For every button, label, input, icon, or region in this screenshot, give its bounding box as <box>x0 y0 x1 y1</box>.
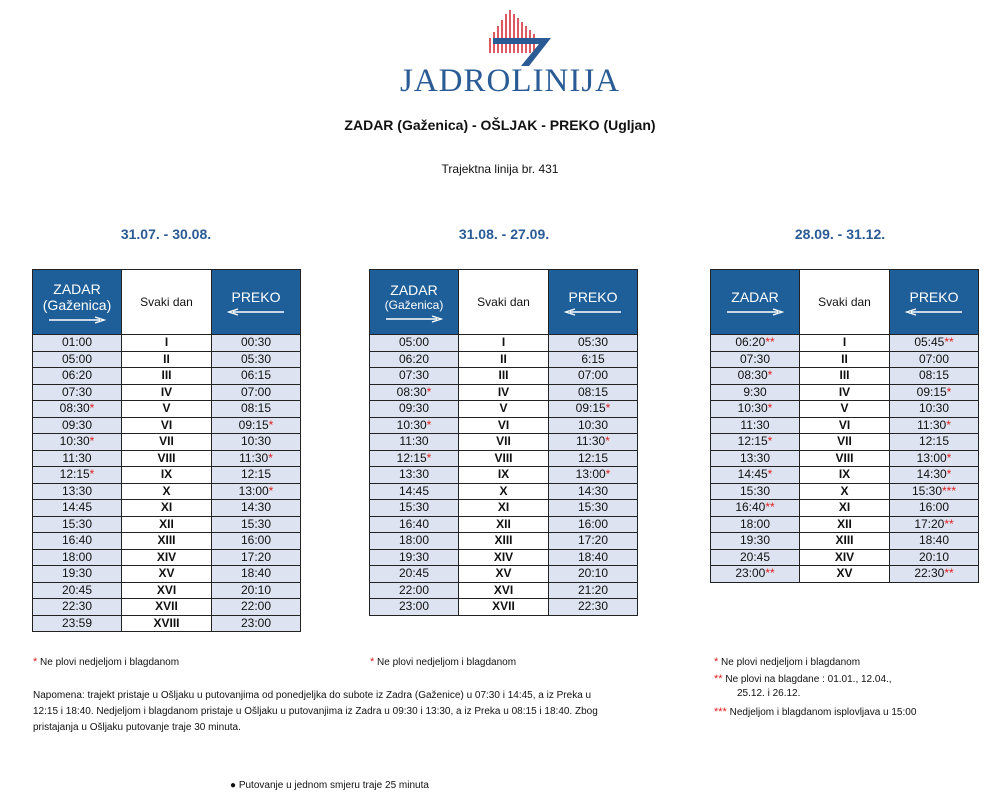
trip-number: XII <box>459 516 549 533</box>
arrow-right-icon <box>726 308 784 316</box>
preko-departure: 22:30** <box>890 566 979 583</box>
zadar-departure: 9:30 <box>711 384 800 401</box>
trip-number: VI <box>122 417 212 434</box>
zadar-departure: 14:45 <box>370 483 459 500</box>
header-svaki-dan: Svaki dan <box>122 270 212 335</box>
trip-number: III <box>800 368 890 385</box>
zadar-departure: 01:00 <box>33 335 122 352</box>
table-row <box>711 351 979 368</box>
zadar-departure: 08:30* <box>33 401 122 418</box>
trip-number: X <box>122 483 212 500</box>
table-row <box>711 516 979 533</box>
preko-departure: 20:10 <box>890 549 979 566</box>
zadar-departure: 08:30* <box>370 384 459 401</box>
preko-departure: 00:30 <box>212 335 301 352</box>
zadar-departure: 14:45* <box>711 467 800 484</box>
timetable-2 <box>369 269 638 616</box>
header-row <box>33 270 301 335</box>
zadar-departure: 07:30 <box>370 368 459 385</box>
preko-departure: 14:30 <box>549 483 638 500</box>
table-row <box>33 599 301 616</box>
zadar-departure: 19:30 <box>33 566 122 583</box>
zadar-departure: 07:30 <box>33 384 122 401</box>
zadar-departure: 11:30 <box>33 450 122 467</box>
header-preko: PREKO <box>549 270 638 335</box>
preko-departure: 22:00 <box>212 599 301 616</box>
preko-departure: 05:30 <box>549 335 638 352</box>
header-zadar: ZADAR <box>711 270 800 335</box>
header-svaki-dan: Svaki dan <box>459 270 549 335</box>
preko-departure: 6:15 <box>549 351 638 368</box>
trip-number: V <box>459 401 549 418</box>
trip-number: II <box>122 351 212 368</box>
note-2: * Ne plovi nedjeljom i blagdanom <box>370 656 517 668</box>
trip-number: XVII <box>459 599 549 616</box>
header-preko: PREKO <box>890 270 979 335</box>
trip-number: XIV <box>800 549 890 566</box>
period-2: 31.08. - 27.09. <box>458 226 550 242</box>
table-row <box>370 533 638 550</box>
table-row <box>711 368 979 385</box>
brand-logo <box>380 8 640 98</box>
header-row <box>711 270 979 335</box>
preko-departure: 12:15 <box>890 434 979 451</box>
zadar-departure: 20:45 <box>33 582 122 599</box>
table-row <box>33 582 301 599</box>
zadar-departure: 20:45 <box>711 549 800 566</box>
table-row <box>711 500 979 517</box>
preko-departure: 15:30*** <box>890 483 979 500</box>
table-row <box>370 335 638 352</box>
napomena: Napomena: trajekt pristaje u Ošljaku u putovanjima od ponedjelјka do subote iz Zadra (Gaženice) u 07:30 i 14:45, a iz Preka u 12:15 i 18:40. Nedjeljom i blagdanom pristaje u Ošljaku u putovanjima iz Zadra u 09:30 i 13:30, a iz Preka u 08:15 i 18:40. Zbog pristajanja u Ošljaku putovanje traje 30 minuta. <box>33 690 598 733</box>
trip-number: XI <box>122 500 212 517</box>
zadar-departure: 20:45 <box>370 566 459 583</box>
preko-departure: 11:30* <box>212 450 301 467</box>
table-row <box>370 566 638 583</box>
preko-departure: 13:00* <box>549 467 638 484</box>
zadar-departure: 05:00 <box>33 351 122 368</box>
table-row <box>370 582 638 599</box>
trip-number: IX <box>800 467 890 484</box>
preko-departure: 22:30 <box>549 599 638 616</box>
table-row <box>370 401 638 418</box>
table-row <box>711 483 979 500</box>
trip-number: III <box>459 368 549 385</box>
preko-departure: 09:15* <box>212 417 301 434</box>
preko-departure: 15:30 <box>212 516 301 533</box>
trip-number: XIII <box>459 533 549 550</box>
trip-number: VII <box>459 434 549 451</box>
zadar-departure: 06:20 <box>370 351 459 368</box>
preko-departure: 10:30 <box>549 417 638 434</box>
zadar-departure: 06:20** <box>711 335 800 352</box>
arrow-left-icon <box>564 308 622 316</box>
table-row <box>370 500 638 517</box>
trip-number: I <box>800 335 890 352</box>
trip-number: XV <box>122 566 212 583</box>
logo-emblem-icon <box>485 8 555 66</box>
preko-departure: 10:30 <box>890 401 979 418</box>
zadar-departure: 10:30* <box>711 401 800 418</box>
timetable-1 <box>32 269 301 632</box>
table-row <box>33 384 301 401</box>
zadar-departure: 13:30 <box>33 483 122 500</box>
trip-number: XIII <box>800 533 890 550</box>
zadar-departure: 09:30 <box>33 417 122 434</box>
zadar-departure: 18:00 <box>33 549 122 566</box>
duration-note: ● Putovanje u jednom smjeru traje 25 minuta <box>230 780 429 791</box>
brand-name: JADROLINIJA <box>400 63 620 99</box>
preko-departure: 09:15* <box>549 401 638 418</box>
trip-number: III <box>122 368 212 385</box>
table-row <box>33 401 301 418</box>
preko-departure: 13:00* <box>212 483 301 500</box>
table-row <box>711 533 979 550</box>
note-1: * Ne plovi nedjeljom i blagdanom <box>33 656 180 668</box>
table-row <box>711 434 979 451</box>
table-row <box>370 417 638 434</box>
trip-number: VIII <box>122 450 212 467</box>
zadar-departure: 14:45 <box>33 500 122 517</box>
period-1: 31.07. - 30.08. <box>120 226 212 242</box>
table-row <box>33 417 301 434</box>
header-zadar: ZADAR (Gaženica) <box>370 270 459 335</box>
zadar-departure: 12:15* <box>711 434 800 451</box>
preko-departure: 18:40 <box>549 549 638 566</box>
preko-departure: 23:00 <box>212 615 301 632</box>
trip-number: XIII <box>122 533 212 550</box>
zadar-departure: 15:30 <box>33 516 122 533</box>
preko-departure: 14:30* <box>890 467 979 484</box>
note-4: ** Ne plovi na blagdane : 01.01., 12.04., <box>714 673 892 685</box>
table-row <box>370 351 638 368</box>
zadar-departure: 23:00 <box>370 599 459 616</box>
table-row <box>370 434 638 451</box>
zadar-departure: 23:00** <box>711 566 800 583</box>
trip-number: I <box>459 335 549 352</box>
arrow-right-icon <box>48 316 106 324</box>
trip-number: XVIII <box>122 615 212 632</box>
table-row <box>711 401 979 418</box>
zadar-departure: 05:00 <box>370 335 459 352</box>
preko-departure: 18:40 <box>212 566 301 583</box>
preko-departure: 12:15 <box>549 450 638 467</box>
preko-departure: 17:20 <box>212 549 301 566</box>
table-row <box>711 417 979 434</box>
trip-number: IX <box>459 467 549 484</box>
preko-departure: 21:20 <box>549 582 638 599</box>
preko-departure: 12:15 <box>212 467 301 484</box>
table-row <box>711 335 979 352</box>
timetable-3 <box>710 269 979 583</box>
preko-departure: 16:00 <box>549 516 638 533</box>
table-row <box>33 615 301 632</box>
table-row <box>711 384 979 401</box>
preko-departure: 14:30 <box>212 500 301 517</box>
table-row <box>711 566 979 583</box>
trip-number: XI <box>459 500 549 517</box>
trip-number: V <box>122 401 212 418</box>
zadar-departure: 16:40 <box>370 516 459 533</box>
trip-number: VII <box>800 434 890 451</box>
trip-number: VII <box>122 434 212 451</box>
preko-departure: 16:00 <box>212 533 301 550</box>
arrow-left-icon <box>905 308 963 316</box>
note-5: *** Nedjeljom i blagdanom isplovljava u 15:00 <box>714 706 917 718</box>
zadar-departure: 18:00 <box>370 533 459 550</box>
table-row <box>370 549 638 566</box>
table-row <box>33 500 301 517</box>
preko-departure: 08:15 <box>212 401 301 418</box>
table-row <box>33 483 301 500</box>
trip-number: IX <box>122 467 212 484</box>
preko-departure: 07:00 <box>549 368 638 385</box>
preko-departure: 09:15* <box>890 384 979 401</box>
zadar-departure: 09:30 <box>370 401 459 418</box>
note-4-cont: 25.12. i 26.12. <box>737 688 801 699</box>
trip-number: XV <box>459 566 549 583</box>
preko-departure: 07:00 <box>212 384 301 401</box>
preko-departure: 16:00 <box>890 500 979 517</box>
table-row <box>370 368 638 385</box>
table-row <box>33 434 301 451</box>
trip-number: XI <box>800 500 890 517</box>
table-row <box>370 384 638 401</box>
trip-number: II <box>800 351 890 368</box>
trip-number: X <box>800 483 890 500</box>
zadar-departure: 13:30 <box>711 450 800 467</box>
trip-number: XVI <box>459 582 549 599</box>
table-row <box>33 351 301 368</box>
table-row <box>370 450 638 467</box>
header-svaki-dan: Svaki dan <box>800 270 890 335</box>
zadar-departure: 13:30 <box>370 467 459 484</box>
route-title: ZADAR (Gaženica) - OŠLJAK - PREKO (Ugljan) <box>344 117 656 133</box>
table-row <box>370 516 638 533</box>
preko-departure: 13:00* <box>890 450 979 467</box>
zadar-departure: 08:30* <box>711 368 800 385</box>
zadar-departure: 12:15* <box>33 467 122 484</box>
preko-departure: 11:30* <box>549 434 638 451</box>
trip-number: VIII <box>800 450 890 467</box>
zadar-departure: 06:20 <box>33 368 122 385</box>
trip-number: V <box>800 401 890 418</box>
preko-departure: 20:10 <box>212 582 301 599</box>
zadar-departure: 23:59 <box>33 615 122 632</box>
trip-number: I <box>122 335 212 352</box>
trip-number: VIII <box>459 450 549 467</box>
table-row <box>711 450 979 467</box>
zadar-departure: 07:30 <box>711 351 800 368</box>
table-row <box>33 368 301 385</box>
trip-number: VI <box>800 417 890 434</box>
table-row <box>370 467 638 484</box>
table-row <box>33 467 301 484</box>
arrow-right-icon <box>385 315 443 323</box>
table-row <box>711 549 979 566</box>
trip-number: IV <box>459 384 549 401</box>
trip-number: XII <box>800 516 890 533</box>
trip-number: X <box>459 483 549 500</box>
zadar-departure: 19:30 <box>711 533 800 550</box>
zadar-departure: 22:00 <box>370 582 459 599</box>
zadar-departure: 19:30 <box>370 549 459 566</box>
trip-number: XII <box>122 516 212 533</box>
trip-number: XV <box>800 566 890 583</box>
zadar-departure: 15:30 <box>370 500 459 517</box>
zadar-departure: 11:30 <box>711 417 800 434</box>
preko-departure: 06:15 <box>212 368 301 385</box>
zadar-departure: 11:30 <box>370 434 459 451</box>
preko-departure: 20:10 <box>549 566 638 583</box>
trip-number: VI <box>459 417 549 434</box>
header-preko: PREKO <box>212 270 301 335</box>
preko-departure: 05:30 <box>212 351 301 368</box>
zadar-departure: 16:40 <box>33 533 122 550</box>
table-row <box>370 483 638 500</box>
arrow-left-icon <box>227 308 285 316</box>
note-3: * Ne plovi nedjeljom i blagdanom <box>714 656 861 668</box>
table-row <box>711 467 979 484</box>
trip-number: IV <box>800 384 890 401</box>
line-number: Trajektna linija br. 431 <box>441 162 559 176</box>
zadar-departure: 12:15* <box>370 450 459 467</box>
zadar-departure: 18:00 <box>711 516 800 533</box>
table-row <box>33 533 301 550</box>
preko-departure: 10:30 <box>212 434 301 451</box>
table-row <box>33 516 301 533</box>
preko-departure: 07:00 <box>890 351 979 368</box>
zadar-departure: 10:30* <box>370 417 459 434</box>
table-row <box>33 566 301 583</box>
preko-departure: 08:15 <box>549 384 638 401</box>
zadar-departure: 16:40** <box>711 500 800 517</box>
trip-number: IV <box>122 384 212 401</box>
zadar-departure: 22:30 <box>33 599 122 616</box>
preko-departure: 17:20 <box>549 533 638 550</box>
table-row <box>33 549 301 566</box>
zadar-departure: 15:30 <box>711 483 800 500</box>
trip-number: XVII <box>122 599 212 616</box>
table-row <box>33 450 301 467</box>
zadar-departure: 10:30* <box>33 434 122 451</box>
table-row <box>370 599 638 616</box>
preko-departure: 17:20** <box>890 516 979 533</box>
trip-number: XIV <box>122 549 212 566</box>
header-row <box>370 270 638 335</box>
preko-departure: 05:45** <box>890 335 979 352</box>
trip-number: XVI <box>122 582 212 599</box>
period-3: 28.09. - 31.12. <box>794 226 886 242</box>
preko-departure: 18:40 <box>890 533 979 550</box>
trip-number: XIV <box>459 549 549 566</box>
preko-departure: 11:30* <box>890 417 979 434</box>
table-row <box>33 335 301 352</box>
trip-number: II <box>459 351 549 368</box>
preko-departure: 15:30 <box>549 500 638 517</box>
header-zadar: ZADAR (Gaženica) <box>33 270 122 335</box>
preko-departure: 08:15 <box>890 368 979 385</box>
